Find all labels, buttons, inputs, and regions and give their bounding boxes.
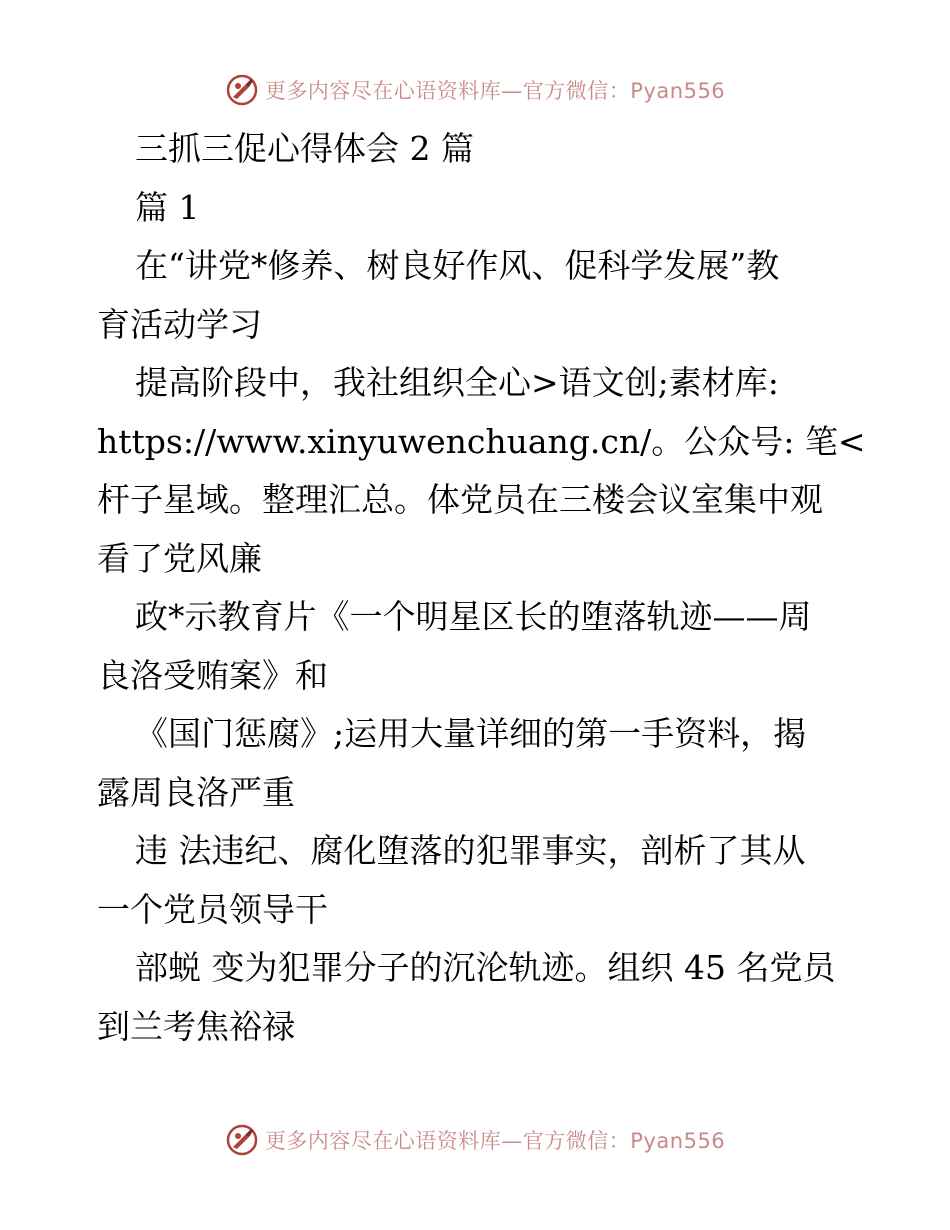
header-banner-inner [225, 73, 725, 107]
paragraph-line: 到兰考焦裕禄 [97, 1006, 295, 1046]
paragraph-line: https://www.xinyuwenchuang.cn/。公众号: 笔< [97, 421, 866, 461]
paragraph-line: 看了党风廉 [97, 538, 262, 578]
header-banner [0, 70, 950, 110]
footer-banner-text: 更多内容尽在心语资料库—官方微信：Pyan556 [264, 1129, 726, 1153]
header-banner-text: 更多内容尽在心语资料库—官方微信：Pyan556 [264, 79, 726, 103]
paragraph-line: 育活动学习 [97, 304, 262, 344]
pen-logo-icon [225, 73, 259, 107]
section-heading: 篇 1 [135, 187, 200, 227]
paragraph-line: 杆子星域。整理汇总。体党员在三楼会议室集中观 [97, 480, 823, 519]
paragraph-line: 违 法违纪、腐化堕落的犯罪事实，剖析了其从 [135, 831, 806, 870]
paragraph-line: 提高阶段中，我社组织全心>语文创;素材库: [135, 363, 779, 402]
paragraph-line: 政*示教育片《一个明星区长的堕落轨迹——周 [135, 597, 812, 636]
paragraph-line: 露周良洛严重 [97, 772, 295, 812]
pen-logo-icon [225, 1123, 259, 1157]
document-body [97, 120, 866, 1056]
document-title: 三抓三促心得体会 2 篇 [135, 129, 474, 168]
paragraph-line: 良洛受贿案》和 [97, 655, 328, 695]
paragraph-line: 部蜕 变为犯罪分子的沉沦轨迹。组织 45 名党员 [135, 948, 836, 987]
footer-banner [0, 1120, 950, 1160]
paragraph-line: 一个党员领导干 [97, 889, 328, 929]
paragraph-line: 在“讲党*修养、树良好作风、促科学发展”教 [135, 246, 780, 285]
paragraph-line: 《国门惩腐》;运用大量详细的第一手资料，揭 [135, 714, 807, 753]
footer-banner-inner [225, 1123, 725, 1157]
